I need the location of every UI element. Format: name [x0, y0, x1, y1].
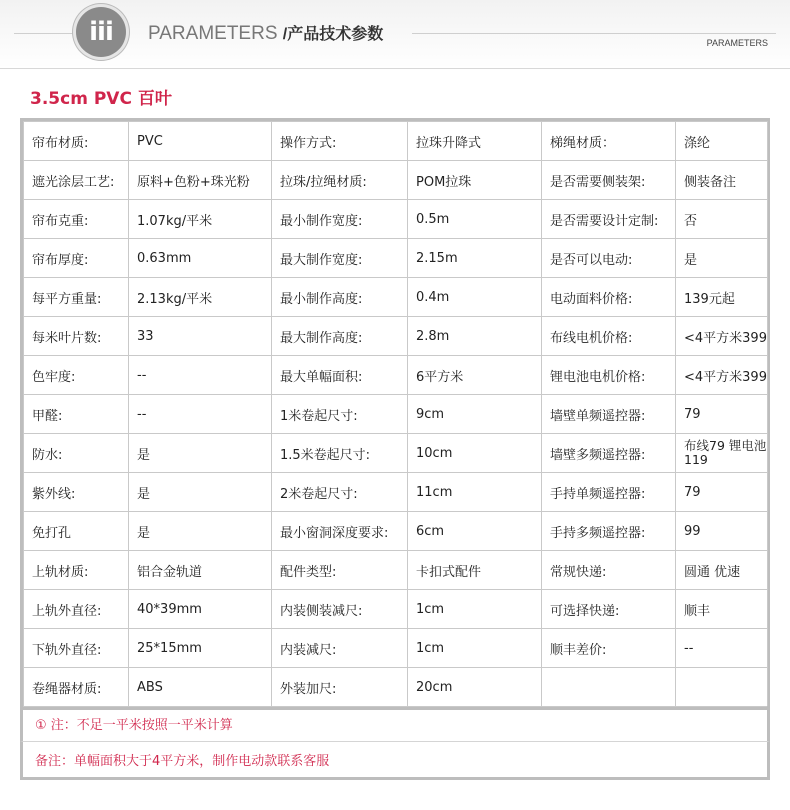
cell-label-2: 1.5米卷起尺寸: — [272, 434, 408, 473]
cell-value-1: 40*39mm — [129, 590, 272, 629]
table-row — [24, 356, 768, 395]
cell-value-1: 33 — [129, 317, 272, 356]
cell-label-3 — [542, 668, 676, 707]
header-title-en: PARAMETERS — [148, 23, 278, 44]
cell-value-1: 是 — [129, 473, 272, 512]
cell-value-1: 0.63mm — [129, 239, 272, 278]
cell-label-1: 每米叶片数: — [24, 317, 129, 356]
cell-value-3: <4平方米399 — [676, 356, 768, 395]
cell-label-3: 电动面料价格: — [542, 278, 676, 317]
cell-label-3: 手持多频遥控器: — [542, 512, 676, 551]
cell-label-1: 帘布克重: — [24, 200, 129, 239]
cell-label-3: 锂电池电机价格: — [542, 356, 676, 395]
cell-label-2: 配件类型: — [272, 551, 408, 590]
cell-label-2: 拉珠/拉绳材质: — [272, 161, 408, 200]
header-rule-right — [412, 33, 776, 34]
cell-value-2: 0.5m — [408, 200, 542, 239]
cell-value-2: POM拉珠 — [408, 161, 542, 200]
cell-value-1: -- — [129, 395, 272, 434]
table-row — [24, 161, 768, 200]
table-row — [24, 122, 768, 161]
cell-label-2: 外装加尺: — [272, 668, 408, 707]
table-row — [24, 512, 768, 551]
cell-value-2: 11cm — [408, 473, 542, 512]
cell-value-3: <4平方米399 — [676, 317, 768, 356]
cell-value-3: 否 — [676, 200, 768, 239]
cell-value-2: 9cm — [408, 395, 542, 434]
cell-label-2: 内装减尺: — [272, 629, 408, 668]
note-line-1: ① 注：不足一平米按照一平米计算 — [20, 706, 770, 742]
table-row — [24, 590, 768, 629]
cell-label-2: 最大制作宽度: — [272, 239, 408, 278]
cell-value-1: 是 — [129, 434, 272, 473]
cell-label-3: 墙壁多频遥控器: — [542, 434, 676, 473]
cell-label-1: 下轨外直径: — [24, 629, 129, 668]
cell-value-3 — [676, 668, 768, 707]
cell-value-1: 是 — [129, 512, 272, 551]
table-row — [24, 551, 768, 590]
cell-label-2: 操作方式: — [272, 122, 408, 161]
cell-label-2: 最小制作宽度: — [272, 200, 408, 239]
header-right-label: PARAMETERS — [706, 38, 768, 48]
table-row — [24, 317, 768, 356]
table-row — [24, 239, 768, 278]
cell-value-3: 99 — [676, 512, 768, 551]
cell-label-2: 2米卷起尺寸: — [272, 473, 408, 512]
product-title: 3.5cm PVC 百叶 — [30, 89, 172, 109]
parameters-logo: iii — [76, 7, 126, 57]
table-row — [24, 434, 768, 473]
cell-label-3: 手持单频遥控器: — [542, 473, 676, 512]
cell-value-2: 1cm — [408, 590, 542, 629]
cell-value-2: 10cm — [408, 434, 542, 473]
parameters-table — [23, 121, 768, 707]
note-line-2: 备注：单幅面积大于4平方米，制作电动款联系客服 — [20, 742, 770, 780]
header-title — [148, 21, 383, 45]
cell-label-3: 梯绳材质： — [542, 122, 676, 161]
cell-label-2: 最大单幅面积: — [272, 356, 408, 395]
cell-value-2: 0.4m — [408, 278, 542, 317]
cell-label-1: 帘布厚度: — [24, 239, 129, 278]
cell-value-2: 拉珠升降式 — [408, 122, 542, 161]
cell-label-1: 上轨外直径: — [24, 590, 129, 629]
cell-value-3: -- — [676, 629, 768, 668]
cell-value-3: 79 — [676, 395, 768, 434]
cell-value-1: -- — [129, 356, 272, 395]
cell-label-2: 最小制作高度: — [272, 278, 408, 317]
cell-value-3: 侧装备注 — [676, 161, 768, 200]
cell-label-2: 最大制作高度: — [272, 317, 408, 356]
header-title-cn: /产品技术参数 — [282, 26, 384, 43]
parameters-table-frame — [20, 118, 770, 710]
header-rule-left — [14, 33, 74, 34]
cell-label-3: 墙壁单频遥控器: — [542, 395, 676, 434]
cell-value-1: 原料+色粉+珠光粉 — [129, 161, 272, 200]
cell-label-3: 常规快递: — [542, 551, 676, 590]
cell-label-1: 紫外线: — [24, 473, 129, 512]
cell-value-2: 6cm — [408, 512, 542, 551]
cell-label-3: 布线电机价格: — [542, 317, 676, 356]
cell-value-1: ABS — [129, 668, 272, 707]
cell-label-2: 内装侧装减尺: — [272, 590, 408, 629]
cell-value-3: 布线79 锂电池119 — [676, 434, 768, 473]
cell-value-3: 79 — [676, 473, 768, 512]
cell-label-2: 1米卷起尺寸: — [272, 395, 408, 434]
cell-label-3: 是否可以电动: — [542, 239, 676, 278]
cell-value-3: 圆通 优速 — [676, 551, 768, 590]
cell-label-1: 帘布材质: — [24, 122, 129, 161]
cell-value-2: 20cm — [408, 668, 542, 707]
table-row — [24, 278, 768, 317]
cell-value-3: 涤纶 — [676, 122, 768, 161]
cell-value-1: 铝合金轨道 — [129, 551, 272, 590]
cell-value-3: 139元起 — [676, 278, 768, 317]
page-header — [0, 0, 790, 69]
cell-label-1: 防水: — [24, 434, 129, 473]
cell-label-3: 是否需要设计定制: — [542, 200, 676, 239]
cell-label-1: 色牢度: — [24, 356, 129, 395]
cell-label-1: 免打孔 — [24, 512, 129, 551]
cell-label-1: 遮光涂层工艺: — [24, 161, 129, 200]
cell-label-3: 可选择快递: — [542, 590, 676, 629]
cell-value-2: 2.15m — [408, 239, 542, 278]
table-row — [24, 629, 768, 668]
table-row — [24, 473, 768, 512]
cell-value-2: 6平方米 — [408, 356, 542, 395]
table-row — [24, 395, 768, 434]
cell-value-2: 1cm — [408, 629, 542, 668]
cell-value-3: 顺丰 — [676, 590, 768, 629]
cell-value-1: PVC — [129, 122, 272, 161]
cell-value-1: 25*15mm — [129, 629, 272, 668]
cell-value-2: 卡扣式配件 — [408, 551, 542, 590]
cell-label-1: 甲醛: — [24, 395, 129, 434]
cell-value-2: 2.8m — [408, 317, 542, 356]
cell-label-2: 最小窗洞深度要求: — [272, 512, 408, 551]
table-row — [24, 200, 768, 239]
cell-value-1: 1.07kg/平米 — [129, 200, 272, 239]
cell-value-1: 2.13kg/平米 — [129, 278, 272, 317]
table-row — [24, 668, 768, 707]
cell-label-3: 顺丰差价: — [542, 629, 676, 668]
cell-label-3: 是否需要侧装架: — [542, 161, 676, 200]
cell-value-3: 是 — [676, 239, 768, 278]
cell-label-1: 卷绳器材质: — [24, 668, 129, 707]
cell-label-1: 每平方重量: — [24, 278, 129, 317]
cell-label-1: 上轨材质: — [24, 551, 129, 590]
